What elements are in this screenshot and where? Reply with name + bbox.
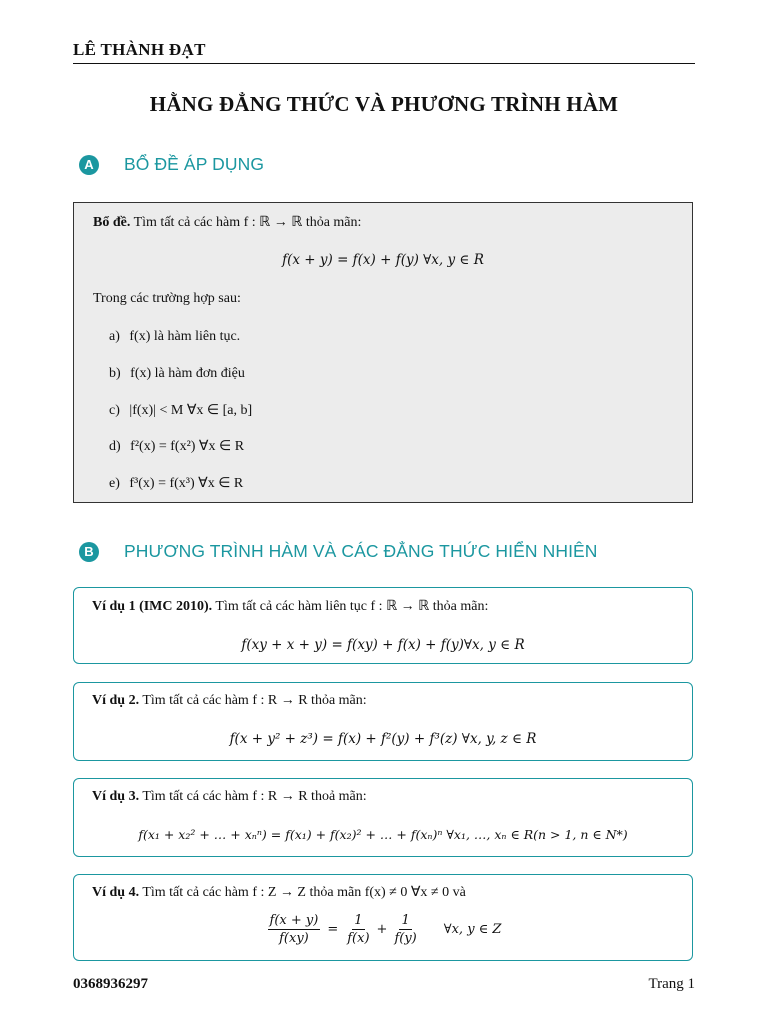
header-rule [73, 63, 695, 64]
section-b-badge: B [79, 542, 99, 562]
example-4-box [73, 874, 693, 961]
case-marker: a) [109, 329, 120, 344]
example-3-equation: f(x₁ + x₂² + … + xₙⁿ) = f(x₁) + f(x₂)² + … + f(xₙ)ⁿ ∀x₁, …, xₙ ∈ R(n > 1, n ∈ N*) [138, 827, 628, 842]
lemma-case-a [109, 329, 240, 345]
case-text: |f(x)| < M ∀x ∈ [a, b] [129, 403, 253, 418]
lemma-case-d [109, 438, 244, 455]
example-label: Ví dụ 2. [92, 693, 140, 708]
plus-sign: + [376, 922, 388, 937]
example-2-statement [92, 693, 367, 709]
lemma-intro-line [93, 214, 361, 231]
lemma-case-c [109, 402, 252, 419]
case-text: f(x) là hàm đơn điệu [130, 366, 245, 381]
fraction-numerator: 1 [401, 913, 410, 928]
fraction-numerator: f(x + y) [269, 913, 319, 928]
case-text: f(x) là hàm liên tục. [129, 329, 241, 344]
section-b-heading [79, 541, 598, 562]
section-a-badge: A [79, 155, 99, 175]
example-1-equation: f(xy + x + y) = f(xy) + f(x) + f(y)∀x, y ∈ R [241, 637, 525, 653]
example-label: Ví dụ 4. [92, 885, 140, 900]
case-marker: d) [109, 439, 121, 454]
document-title: HẰNG ĐẲNG THỨC VÀ PHƯƠNG TRÌNH HÀM [149, 92, 619, 116]
lemma-case-e [109, 475, 243, 492]
example-1-box [73, 587, 693, 664]
example-4-equation [74, 913, 692, 946]
fraction-denominator: f(y) [394, 931, 417, 946]
example-2-equation: f(x + y² + z³) = f(x) + f²(y) + f³(z) ∀x, y, z ∈ R [229, 731, 537, 747]
lemma-case-b [109, 366, 245, 382]
example-3-statement [92, 789, 367, 805]
fraction-denominator: f(xy) [279, 931, 309, 946]
case-marker: b) [109, 366, 121, 381]
equals-sign: = [327, 922, 339, 937]
case-text: f²(x) = f(x²) ∀x ∈ R [130, 439, 245, 454]
example-2-box [73, 682, 693, 761]
example-text: Tìm tất cả các hàm f : Z → Z thỏa mãn f(x) ≠ 0 ∀x ≠ 0 và [142, 885, 466, 900]
fraction-lhs [268, 913, 321, 946]
case-text: f³(x) = f(x³) ∀x ∈ R [129, 476, 244, 491]
lemma-intro: Tìm tất cả các hàm f : ℝ → ℝ thỏa mãn: [133, 215, 362, 230]
quantifier: ∀x, y ∈ Z [443, 922, 502, 937]
section-b-title: PHƯƠNG TRÌNH HÀM VÀ CÁC ĐẲNG THỨC HIỂN NHIÊN [124, 541, 598, 561]
fraction-numerator: 1 [354, 913, 363, 928]
lemma-equation: f(x + y) = f(x) + f(y) ∀x, y ∈ R [282, 252, 484, 268]
lemma-cases-intro: Trong các trường hợp sau: [93, 291, 241, 306]
fraction-rhs-2 [392, 913, 418, 946]
case-marker: c) [109, 403, 120, 418]
section-a-heading [79, 154, 264, 175]
example-3-box [73, 778, 693, 857]
example-1-statement [92, 598, 488, 615]
lemma-box [73, 202, 693, 503]
fraction-rhs-1 [345, 913, 371, 946]
example-text: Tìm tất cả các hàm f : R → R thỏa mãn: [142, 693, 367, 708]
example-label: Ví dụ 1 (IMC 2010). [92, 599, 213, 614]
fraction-denominator: f(x) [347, 931, 370, 946]
footer-page-number: Trang 1 [648, 976, 695, 992]
author-name: LÊ THÀNH ĐẠT [73, 40, 206, 59]
lemma-label: Bổ đề. [93, 215, 131, 230]
footer-phone: 0368936297 [73, 976, 148, 992]
example-label: Ví dụ 3. [92, 789, 140, 804]
example-4-statement [92, 884, 466, 901]
example-text: Tìm tất cả các hàm liên tục f : ℝ → ℝ thỏa mãn: [215, 599, 489, 614]
case-marker: e) [109, 476, 120, 491]
section-a-title: BỔ ĐỀ ÁP DỤNG [124, 154, 265, 174]
example-text: Tìm tất cá các hàm f : R → R thoả mãn: [142, 789, 367, 804]
